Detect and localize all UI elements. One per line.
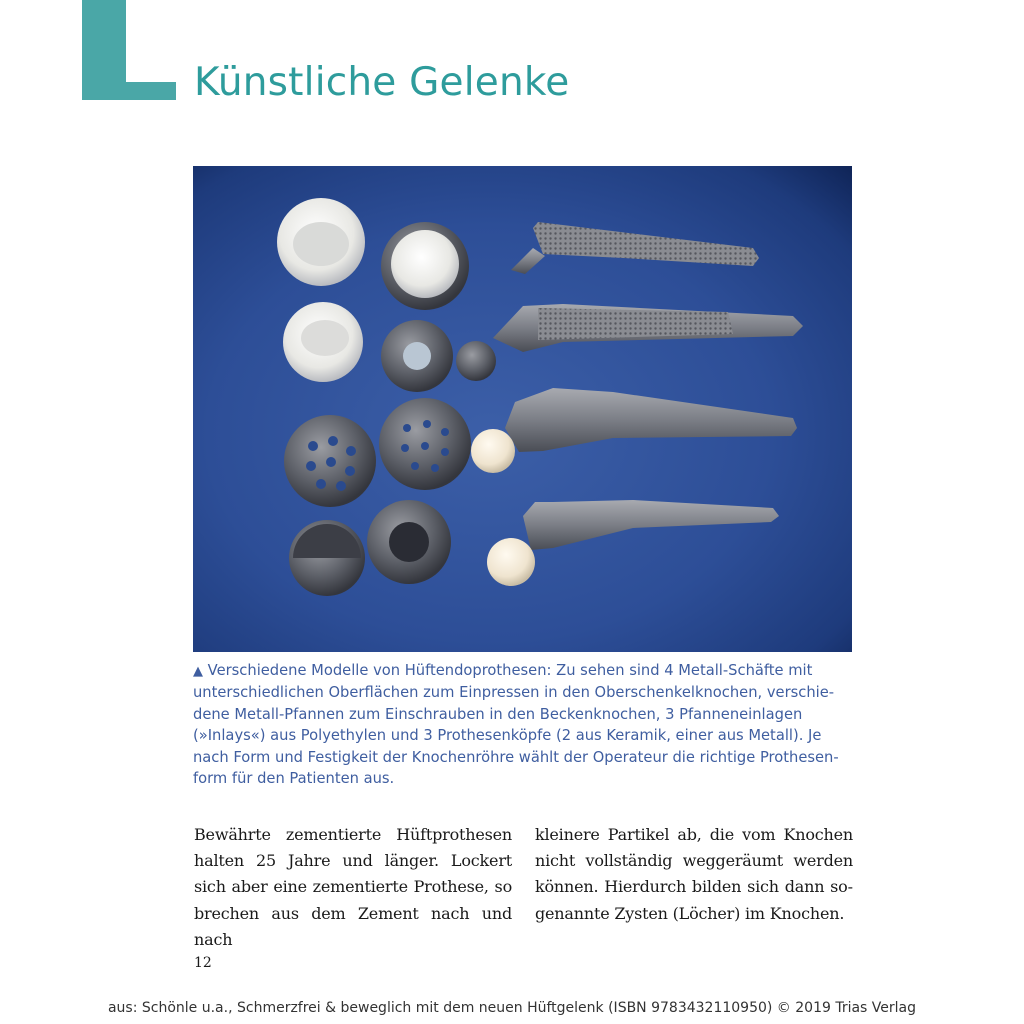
figure-caption-text: Verschiedene Modelle von Hüftendoprothesen: Zu sehen sind 4 Metall-Schäfte mit unterschiedlichen Oberflächen zum Einpressen in den Oberschenkelknochen, verschiedene Metall-Pfannen zum Einschrauben in den Beckenknochen, 3 Pfanneneinlagen (»Inlays«) aus Polyethylen und 3 Prothesenköpfe (2 aus Keramik, einer aus Metall). Je nach Form und Festigkeit der Knochenröhre wählt der Operateur die richtige Prothesenform für den Patienten aus.: [193, 662, 839, 788]
ceramic-head-1: [471, 429, 515, 473]
prosthesis-photo: [193, 166, 852, 652]
inlay-white-2-cavity: [301, 320, 349, 356]
body-text-column-right: kleinere Partikel ab, die vom Knochen nicht vollständig weggeräumt werden können. Hierdurch bilden sich dann sogenannte Zysten (Löcher) im Knochen.: [535, 825, 853, 923]
cup-6-bore: [389, 522, 429, 562]
inlay-white-1-cavity: [293, 222, 349, 266]
ceramic-head-2: [487, 538, 535, 586]
metal-head: [456, 341, 496, 381]
stem-3: [471, 388, 797, 473]
page-title: Künstliche Gelenke: [194, 60, 570, 105]
chapter-letter-block: [82, 0, 176, 100]
footer-citation: aus: Schönle u.a., Schmerzfrei & beweglich mit dem neuen Hüftgelenk (ISBN 9783432110950) © 2019 Trias Verlag: [107, 1000, 917, 1016]
page-number: 12: [194, 955, 212, 971]
caption-triangle-icon: ▲: [193, 664, 203, 679]
stem-1: [511, 222, 759, 274]
prosthesis-illustration: [193, 166, 852, 652]
stem-4: [487, 500, 779, 586]
chapter-letter-foot: [82, 82, 176, 100]
body-text-column-left: Bewährte zementierte Hüftprothesen halten 25 Jahre und länger. Lockert sich aber eine zementierte Prothese, so brechen aus dem Zement nach und nach: [194, 825, 512, 949]
stem-2: [493, 304, 803, 352]
figure-caption: [193, 660, 855, 789]
cup-2-center: [403, 342, 431, 370]
cup-1-liner: [391, 230, 459, 298]
